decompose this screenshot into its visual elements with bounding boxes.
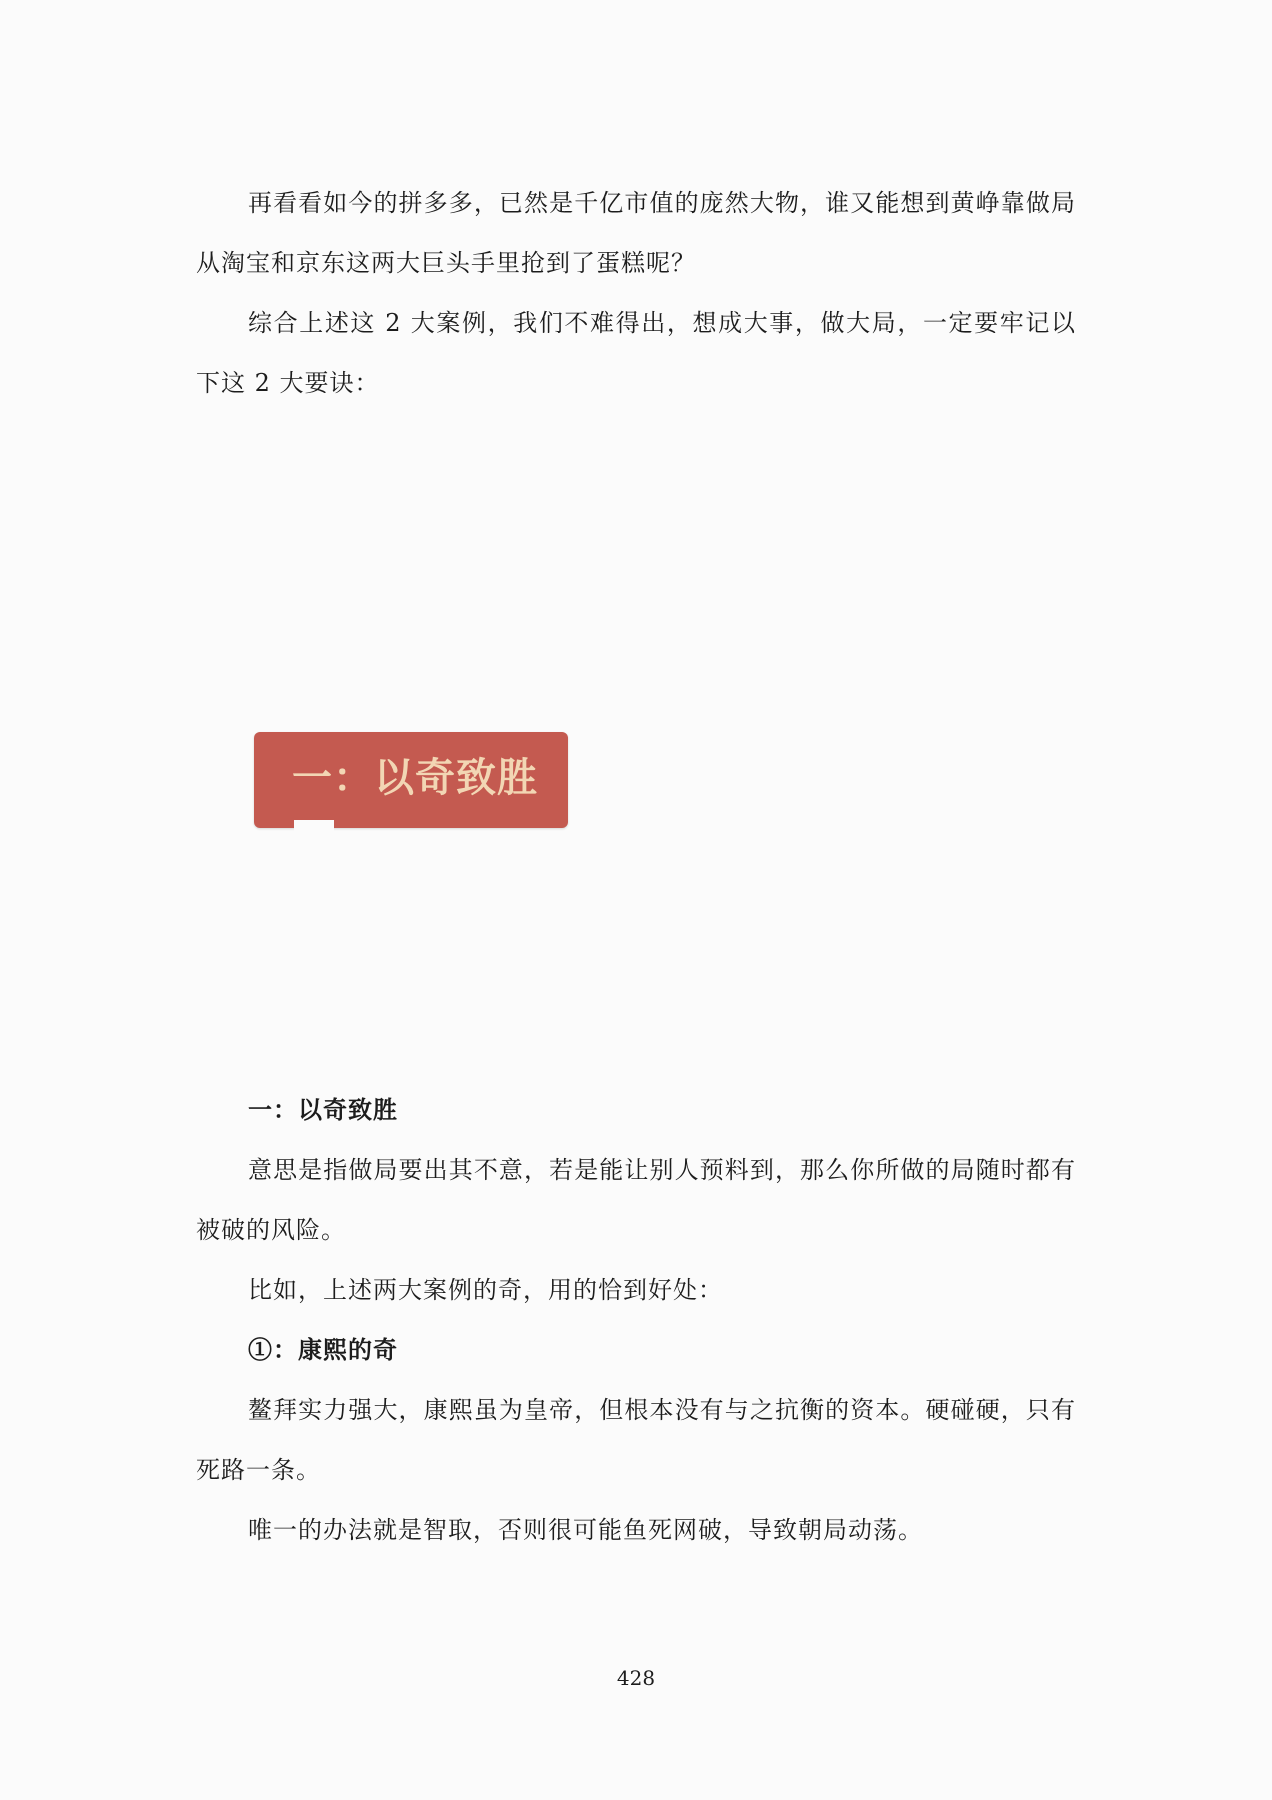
subheading-kangxi: ①：康熙的奇 [248,1335,398,1364]
paragraph-summary: 综合上述这 2 大案例，我们不难得出，想成大事，做大局，一定要牢记以下这 2 大要诀： [196,309,1076,397]
section-banner [254,732,568,828]
paragraph-example: 比如，上述两大案例的奇，用的恰到好处： [248,1276,723,1304]
banner-notch [294,820,334,834]
section-heading: 一：以奇致胜 [248,1095,398,1124]
page-number: 428 [616,1666,656,1690]
paragraph-only-way: 唯一的办法就是智取，否则很可能鱼死网破，导致朝局动荡。 [248,1516,923,1544]
section-banner-text: 一：以奇致胜 [292,755,538,801]
paragraph-pinduoduo: 再看看如今的拼多多，已然是千亿市值的庞然大物，谁又能想到黄峥靠做局从淘宝和京东这两大巨头手里抢到了蛋糕呢？ [196,189,1076,277]
paragraph-aobai: 鳌拜实力强大，康熙虽为皇帝，但根本没有与之抗衡的资本。硬碰硬，只有死路一条。 [196,1396,1076,1484]
paragraph-meaning: 意思是指做局要出其不意，若是能让别人预料到，那么你所做的局随时都有被破的风险。 [196,1156,1076,1244]
